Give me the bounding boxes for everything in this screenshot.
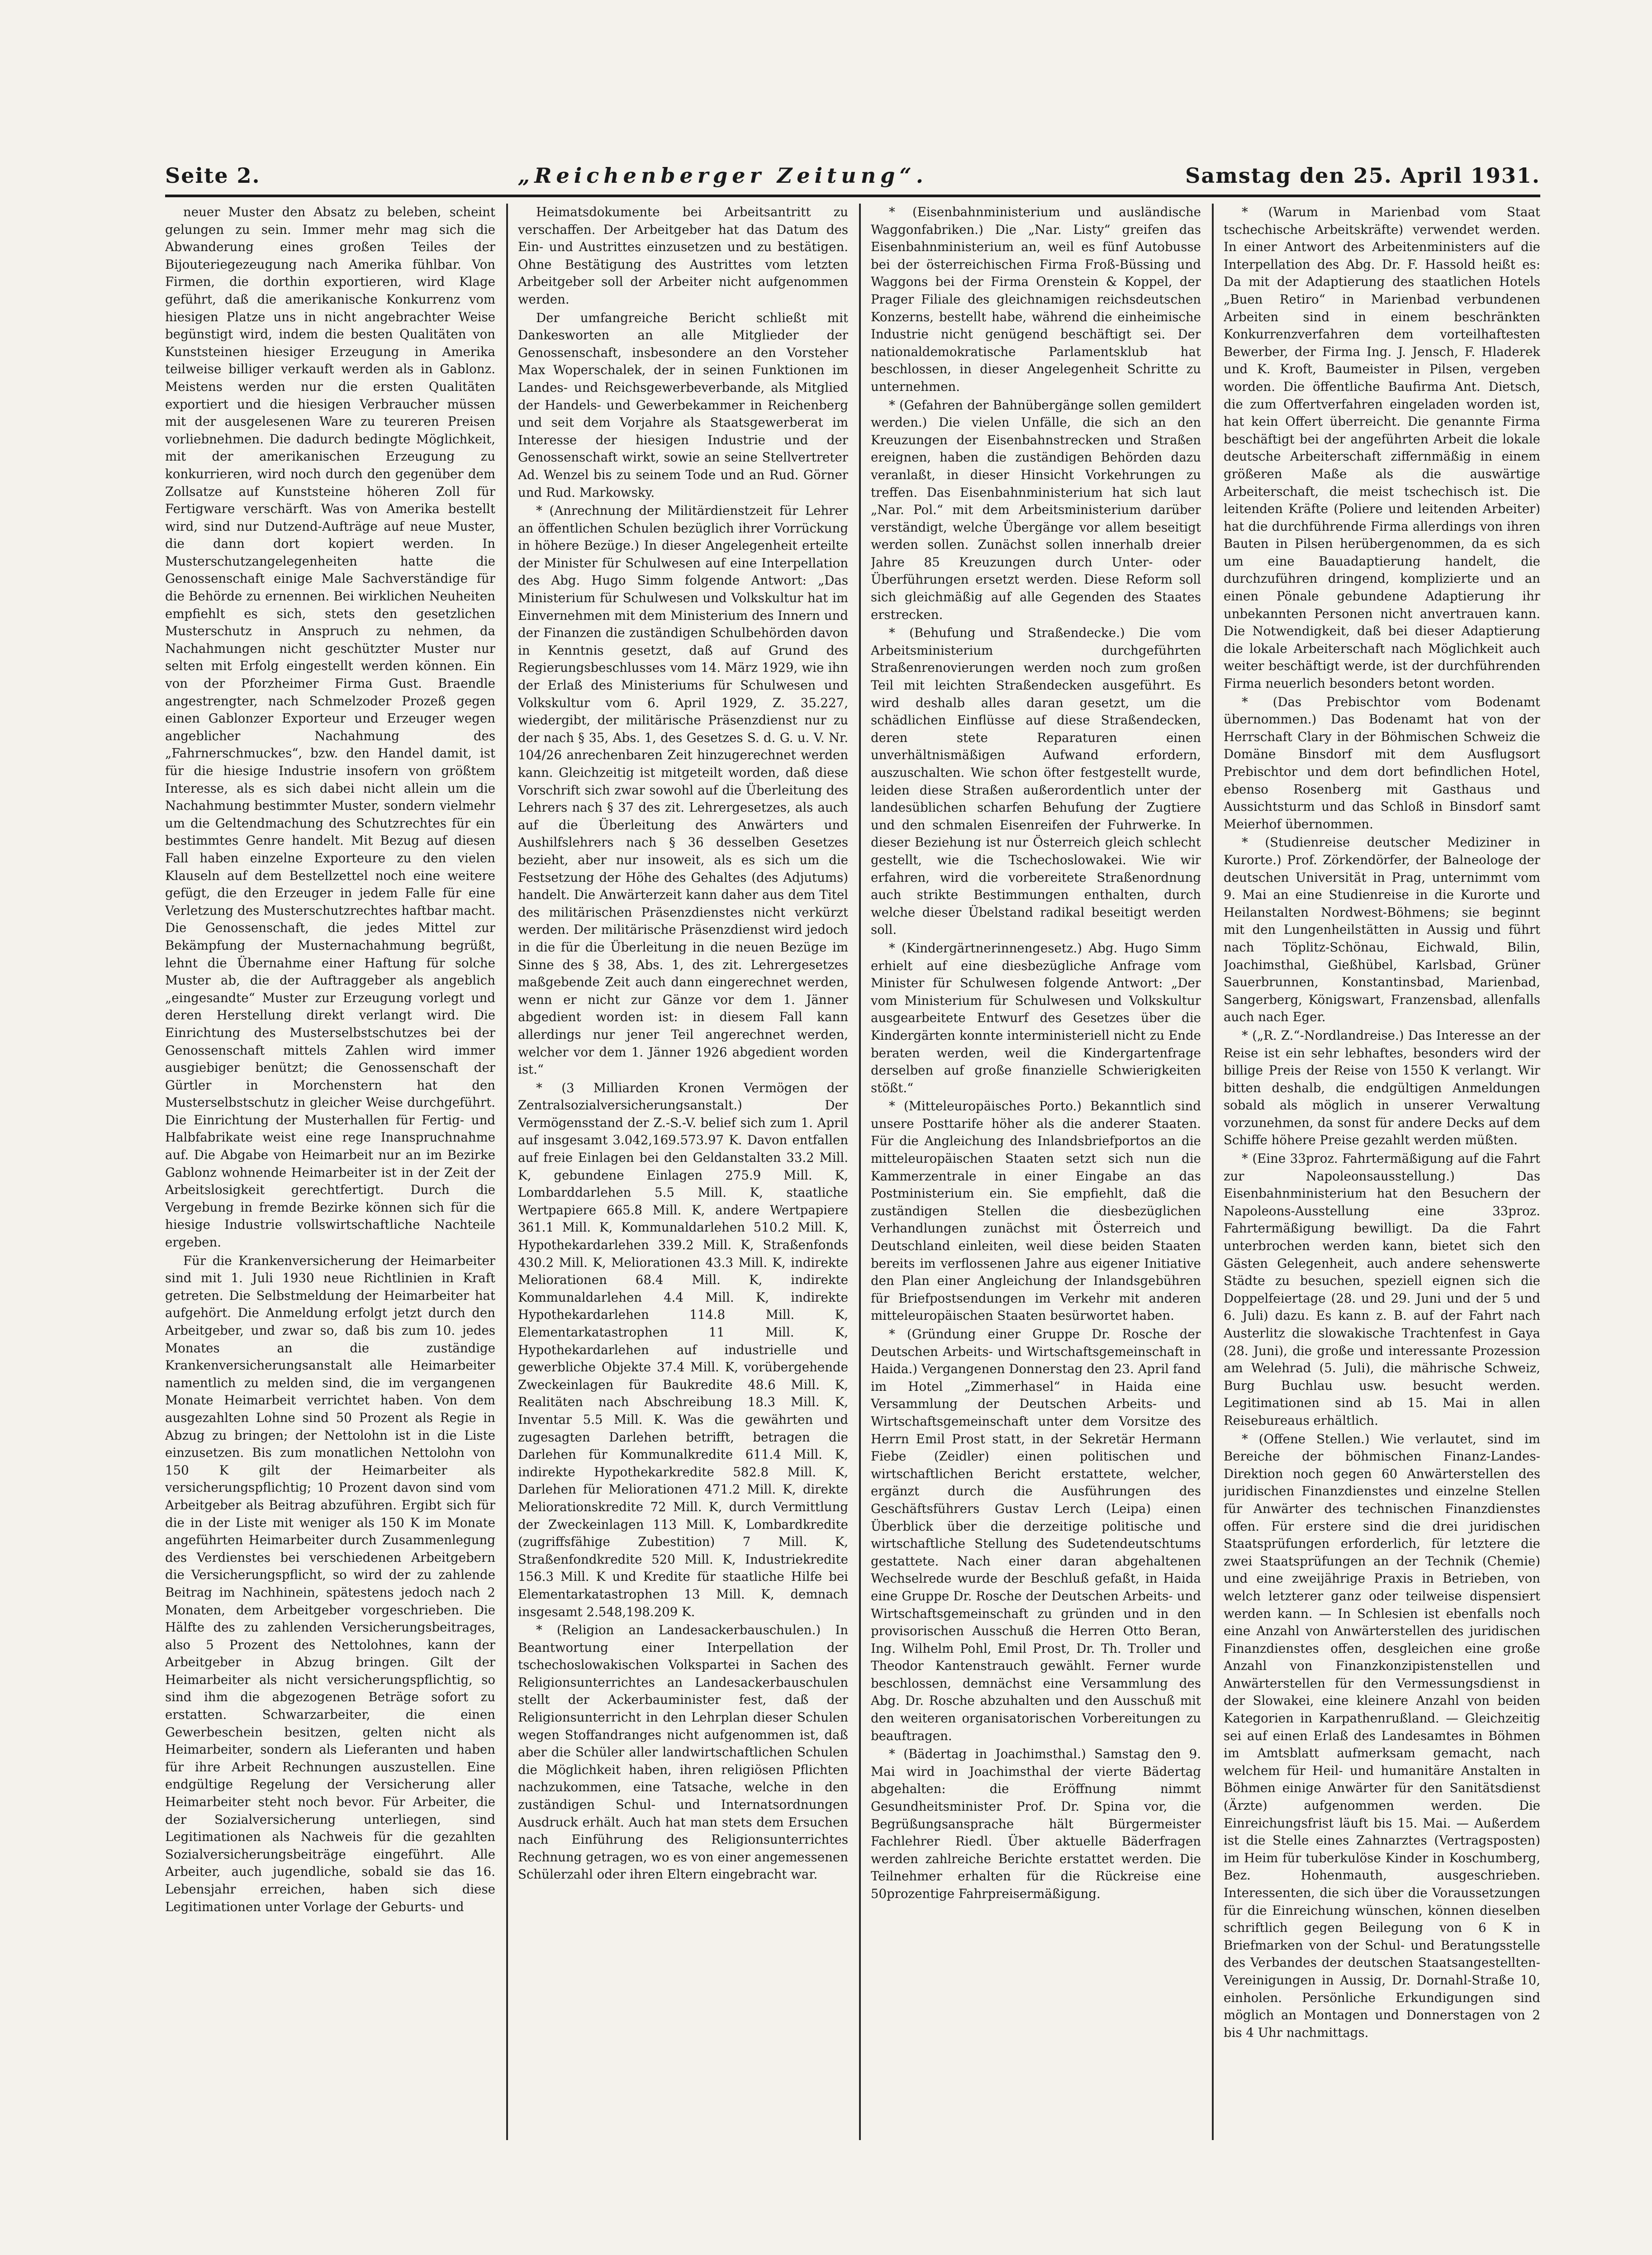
paragraph: * (Warum in Marienbad vom Staat tschechische Arbeitskräfte) verwendet werden. In einer Antwort des Arbeitenministers auf die Interpellation des Abg. Dr. F. Hassold heißt es: Da mit der Adaptierung des staatlichen Hotels „Buen Retiro“ in Marienbad verbundenen Arbeiten sind in einem beschränkten Konkurrenzverfahren dem vorteilhaftesten Bewerber, der Firma Ing. J. Jensch, F. Hladerek und K. Kroft, Baumeister in Pilsen, vergeben worden. Die öffentliche Baufirma Ant. Dietsch, die zum Offertverfahren eingeladen worden ist, hat kein Offert überreicht. Die genannte Firma beschäftigt bei der angeführten Arbeit die lokale deutsche Arbeiterschaft ziffernmäßig in einem größeren Maße als die auswärtige Arbeiterschaft, die meist tschechisch ist. Die leitenden Kräfte (Poliere und leitenden Arbeiter) hat die durchführende Firma allerdings von ihren Bauten in Pilsen herübergenommen, da es sich um eine Bauadaptierung handelt, die durchzuführen dringend, komplizierte und an einen Pönale gebundene Adaptierung ihr unbekannten Personen nicht anvertrauen kann. Die Notwendigkeit, daß bei dieser Adaptierung die lokale Arbeiterschaft nach Möglichkeit auch weiter beschäftigt werde, ist der durchführenden Firma neuerlich besonders betont worden. — [1224, 205, 1540, 691]
paragraph: * (Religion an Landesackerbauschulen.) In Beantwortung einer Interpellation der tschechoslowakischen Volkspartei in Sachen des Religionsunterrichtes an Landesackerbauschulen stellt der Ackerbauminister fest, daß der Religionsunterricht in den Lehrplan dieser Schulen wegen Stoffandranges nicht aufgenommen ist, daß aber die Schüler aller landwirtschaftlichen Schulen die Möglichkeit haben, ihren religiösen Pflichten nachzukommen, eine Tatsache, welche in den zuständigen Schul- und Internatsordnungen Ausdruck erhält. Auch hat man stets dem Ersuchen nach Einführung des Religionsunterrichtes Rechnung getragen, wo es von einer angemessenen Schülerzahl oder ihren Eltern eingebracht war. — [518, 1622, 848, 1882]
paragraph: * (Bädertag in Joachimsthal.) Samstag den 9. Mai wird in Joachimsthal der vierte Bädertag abgehalten: die Eröffnung nimmt Gesundheitsminister Prof. Dr. Spina vor, die Begrüßungsansprache hält Bürgermeister Fachlehrer Riedl. Über aktuelle Bäderfragen werden zahlreiche Berichte erstattet werden. Die Teilnehmer erhalten für die Rückreise eine 50prozentige Fahrpreisermäßigung. — [871, 1746, 1201, 1901]
paragraph: * (Behufung und Straßendecke.) Die vom Arbeitsministerium durchgeführten Straßenrenovierungen werden noch zum großen Teil mit leichten Straßendecken ausgeführt. Es wird deshalb alles daran gesetzt, um die schädlichen Einflüsse auf diese Straßendecken, deren stete Reparaturen einen unverhältnismäßigen Aufwand erfordern, auszuschalten. Wie schon öfter festgestellt wurde, leiden diese Straßen außerordentlich unter der landesüblichen scharfen Behufung der Zugtiere und den schmalen Eisenreifen der Fuhrwerke. In dieser Beziehung ist nur Österreich gleich schlecht gestellt, wie die Tschechoslowakei. Wie wir erfahren, wird die vorbereitete Straßenordnung auch strikte Bestimmungen enthalten, durch welche dieser Übelstand radikal beseitigt werden soll. — [871, 625, 1201, 937]
paragraph: * (Eine 33proz. Fahrtermäßigung auf die Fahrt zur Napoleonsausstellung.) Das Eisenbahnministerium hat den Besuchern der Napoleons-Ausstellung eine 33proz. Fahrtermäßigung bewilligt. Da die Fahrt unterbrochen werden kann, bietet sich den Gästen Gelegenheit, auch andere sehenswerte Städte zu besuchen, speziell eignen sich die Doppelfeiertage (28. und 29. Juni und der 5 und 6. Juli) dazu. Es kann z. B. auf der Fahrt nach Austerlitz die slowakische Trachtenfest in Gaya (28. Juni), die große und interessante Prozession am Welehrad (5. Juli), die mährische Schweiz, Burg Buchlau usw. besucht werden. Legitimationen sind ab 15. Mai in allen Reisebureaus erhältlich. — [1224, 1151, 1540, 1428]
paragraph: * (Mitteleuropäisches Porto.) Bekanntlich sind unsere Posttarife höher als die anderer Staaten. Für die Angleichung des Inlandsbriefportos an die mitteleuropäischen Staaten setzt sich nun die Kammerzentrale in einer Eingabe an das Postministerium ein. Sie empfiehlt, daß die zuständigen Stellen die diesbezüglichen Verhandlungen zunächst mit Österreich und Deutschland einleiten, weil diese beiden Staaten bereits im verflossenen Jahre aus eigener Initiative den Plan einer Angleichung der Inlandsgebühren für Briefpostsendungen im Verkehr mit anderen mitteleuropäischen Staaten besürwortet haben. — [871, 1099, 1201, 1323]
paragraph: * (Eisenbahnministerium und ausländische Waggonfabriken.) Die „Nar. Listy“ greifen das Eisenbahnministerium an, weil es fünf Autobusse bei der österreichischen Firma Froß-Büssing und Waggons bei der Firma Orenstein & Koppel, der Prager Filiale des gleichnamigen reichsdeutschen Konzerns, bestellt habe, während die einheimische Industrie nicht genügend beschäftigt sei. Der nationaldemokratische Parlamentsklub hat beschlossen, in dieser Angelegenheit Schritte zu unternehmen. — [871, 205, 1201, 394]
article-columns — [165, 204, 1540, 2140]
paragraph: neuer Muster den Absatz zu beleben, scheint gelungen zu sein. Immer mehr mag sich die Abwanderung eines großen Teiles der Bijouteriegezeugung nach Amerika fühlbar. Von Firmen, die dorthin exportieren, wird Klage geführt, daß die amerikanische Konkurrenz vom hiesigen Platze uns in nicht angebrachter Weise begünstigt wird, indem die besten Qualitäten von Kunststeinen hiesiger Erzeugung in Amerika teilweise billiger verkauft werden als in Gablonz. Meistens werden nur die ersten Qualitäten exportiert und die hiesigen Verbraucher müssen mit der ausgelesenen Ware zu teureren Preisen vorliebnehmen. Die dadurch bedingte Möglichkeit, mit der amerikanischen Erzeugung zu konkurrieren, wird noch durch den gegenüber dem Zollsatze auf Kunststeine höheren Zoll für Fertigware verschärft. Was von Amerika bestellt wird, sind nur Dutzend-Aufträge auf neue Muster, die dann dort kopiert werden. In Musterschutzangelegenheiten hatte die Genossenschaft einige Male Sachverständige für die Behörde zu ernennen. Bei wirklichen Neuheiten empfiehlt es sich, stets den gesetzlichen Musterschutz in Anspruch zu nehmen, da Nachahmungen nicht geschützter Muster nur selten mit Erfolg eingestellt werden können. Ein von der Pforzheimer Firma Gust. Braendle angestrengter, nach Schmelzoder Prozeß gegen einen Gablonzer Exporteur und Erzeuger wegen angeblicher Nachahmung des „Fahrnerschmuckes“, bzw. den Handel damit, ist für die hiesige Industrie insofern von größtem Interesse, als es sich dabei nicht allein um die Nachahmung bestimmter Muster, sondern vielmehr um die Geltendmachung des Schutzrechtes für ein bestimmtes Genre handelt. Mit Bezug auf diesen Fall haben einzelne Exporteure zu den vielen Klauseln auf dem Bestellzettel noch eine weitere gefügt, die den Erzeuger in jedem Falle für eine Verletzung des Musterschutzrechtes haftbar macht. Die Genossenschaft, die jedes Mittel zur Bekämpfung der Musternachahmung begrüßt, lehnt die Übernahme einer Haftung für solche Muster ab, die der Auftraggeber als angeblich „eingesandte“ Muster zur Erzeugung vorlegt und deren Herstellung direkt verlangt wird. Die Einrichtung des Musterselbstschutzes bei der Genossenschaft mittels Zahlen wird immer ausgiebiger benützt; die Genossenschaft der Gürtler in Morchenstern hat den Musterselbstschutz in gleicher Weise durchgeführt. Die Einrichtung der Musterhallen für Fertig- und Halbfabrikate weist eine rege Inanspruchnahme auf. Die Abgabe von Heimarbeit nur an im Bezirke Gablonz wohnende Heimarbeiter ist in der Zeit der Arbeitslosigkeit gerechtfertigt. Durch die Vergebung in fremde Bezirke können sich für die hiesige Industrie vollswirtschaftliche Nachteile ergeben. — [165, 205, 495, 1250]
column-divider — [1212, 204, 1214, 2140]
paragraph: * (Kindergärtnerinnengesetz.) Abg. Hugo Simm erhielt auf eine diesbezügliche Anfrage vom Minister für Schulwesen folgende Antwort: „Der vom Ministerium für Schulwesen und Volkskultur ausgearbeitete Entwurf des Gesetzes über die Kindergärten konnte interministeriell nicht zu Ende beraten werden, weil die Kindergartenfrage derselben auf große finanzielle Schwierigkeiten stößt.“ — [871, 940, 1201, 1095]
paragraph: * (Gründung einer Gruppe Dr. Rosche der Deutschen Arbeits- und Wirtschaftsgemeinschaft in Haida.) Vergangenen Donnerstag den 23. April fand im Hotel „Zimmerhasel“ in Haida eine Versammlung der Deutschen Arbeits- und Wirtschaftsgemeinschaft unter dem Vorsitze des Herrn Emil Prost statt, in der Sekretär Hermann Fiebe (Zeidler) einen politischen und wirtschaftlichen Bericht erstattete, welcher, ergänzt durch die Ausführungen des Geschäftsführers Gustav Lerch (Leipa) einen Überblick über die derzeitige politische und wirtschaftliche Stellung des Sudetendeutschtums gestattete. Nach einer daran abgehaltenen Wechselrede wurde der Beschluß gefaßt, in Haida eine Gruppe Dr. Rosche der Deutschen Arbeits- und Wirtschaftsgemeinschaft zu gründen und in den provisorischen Ausschuß die Herren Otto Beran, Ing. Wilhelm Pohl, Emil Prost, Dr. Th. Troller und Theodor Kantenstrauch gewählt. Ferner wurde beschlossen, demnächst eine Versammlung des Abg. Dr. Rosche abzuhalten und den Ausschuß mit den weiteren organisatorischen Vorbereitungen zu beauftragen. — [871, 1327, 1201, 1743]
paragraph: * (Gefahren der Bahnübergänge sollen gemildert werden.) Die vielen Unfälle, die sich an den Kreuzungen der Eisenbahnstrecken und Straßen ereignen, haben die zuständigen Behörden dazu veranlaßt, in dieser Hinsicht Vorkehrungen zu treffen. Das Eisenbahnministerium hat sich laut „Nar. Pol.“ mit dem Arbeitsministerium darüber verständigt, welche Übergänge vor allem beseitigt werden sollen. Zunächst sollen innerhalb dreier Jahre 85 Kreuzungen durch Unter- oder Überführungen ersetzt werden. Diese Reform soll sich gleichmäßig auf alle Gegenden des Staates erstrecken. — [871, 397, 1201, 622]
column-divider — [506, 204, 508, 2140]
paragraph: Für die Krankenversicherung der Heimarbeiter sind mit 1. Juli 1930 neue Richtlinien in Kraft getreten. Die Selbstmeldung der Heimarbeiter hat aufgehört. Die Anmeldung erfolgt jetzt durch den Arbeitgeber, und zwar so, daß bis zum 10. jedes Monates an die zuständige Krankenversicherungsanstalt alle Heimarbeiter namentlich zu melden sind, die im vergangenen Monate Heimarbeit verrichtet haben. Von dem ausgezahlten Lohne sind 50 Prozent als Regie in Abzug zu bringen; der Nettolohn ist in die Liste einzusetzen. Bis zum monatlichen Nettolohn von 150 K gilt der Heimarbeiter als versicherungspflichtig; 10 Prozent davon sind vom Arbeitgeber als Beitrag abzuführen. Ergibt sich für die in der Liste mit weniger als 150 K im Monate angeführten Heimarbeiter durch Zusammenlegung des Verdienstes bei verschiedenen Arbeitgebern die Versicherungspflicht, so wird der zu zahlende Beitrag im Nachhinein, spätestens jedoch nach 2 Monaten, dem Arbeitgeber vorgeschrieben. Die Hälfte des zu zahlenden Versicherungsbeitrages, also 5 Prozent des Nettolohnes, kann der Arbeitgeber in Abzug bringen. Gilt der Heimarbeiter als nicht versicherungspflichtig, so sind ihm die abgezogenen Beträge sofort zu erstatten. Schwarzarbeiter, die einen Gewerbeschein besitzen, gelten nicht als Heimarbeiter, sondern als Lieferanten und haben für ihre Arbeit Rechnungen auszustellen. Eine endgültige Regelung der Versicherung aller Heimarbeiter steht noch bevor. Für Arbeiter, die der Sozialversicherung unterliegen, sind Legitimationen als Nachweis für die gezahlten Sozialversicherungsbeiträge eingeführt. Alle Arbeiter, auch jugendliche, sobald sie das 16. Lebensjahr erreichen, haben sich diese Legitimationen unter Vorlage der Geburts- und — [165, 1253, 495, 1914]
issue-date: Samstag den 25. April 1931. — [1185, 163, 1540, 188]
column-1 — [165, 204, 495, 2140]
paragraph: * (Studienreise deutscher Mediziner in Kurorte.) Prof. Zörkendörfer, der Balneologe der deutschen Universität in Prag, unternimmt vom 9. Mai an eine Studienreise in die Kurorte und Heilanstalten Nordwest-Böhmens; sie beginnt mit den Lungenheilstätten in Aussig und führt nach Töplitz-Schönau, Eichwald, Bilin, Joachimsthal, Gießhübel, Karlsbad, Grüner Sauerbrunnen, Konstantinsbad, Marienbad, Sangerberg, Königswart, Franzensbad, allenfalls auch nach Eger. — [1224, 835, 1540, 1025]
column-2 — [518, 204, 848, 2140]
paragraph: * (3 Milliarden Kronen Vermögen der Zentralsozialversicherungsanstalt.) Der Vermögensstand der Z.-S.-V. belief sich zum 1. April auf insgesamt 3.042,169.573.97 K. Davon entfallen auf freie Einlagen bei den Geldanstalten 33.2 Mill. K, gebundene Einlagen 275.9 Mill. K, Lombarddarlehen 5.5 Mill. K, staatliche Wertpapiere 665.8 Mill. K, andere Wertpapiere 361.1 Mill. K, Kommunaldarlehen 510.2 Mill. K, Hypothekardarlehen 339.2 Mill. K, Straßenfonds 430.2 Mill. K, Meliorationen 43.3 Mill. K, indirekte Meliorationen 68.4 Mill. K, indirekte Kommunaldarlehen 4.4 Mill. K, indirekte Hypothekardarlehen 114.8 Mill. K, Elementarkatastrophen 11 Mill. K, Hypothekardarlehen auf industrielle und gewerbliche Objekte 37.4 Mill. K, vorübergehende Zweckeinlagen für Baukredite 48.6 Mill. K, Realitäten nach Abschreibung 18.3 Mill. K, Inventar 5.5 Mill. K. Was die gewährten und zugesagten Darlehen betrifft, betragen die Darlehen für Kommunalkredite 611.4 Mill. K, indirekte Hypothekarkredite 582.8 Mill. K, Darlehen für Meliorationen 471.2 Mill. K, direkte Meliorationskredite 72 Mill. K, durch Vermittlung der Zweckeinlagen 113 Mill. K, Lombardkredite (zugriffsfähige Zubestition) 7 Mill. K, Straßenfondkredite 520 Mill. K, Industriekredite 156.3 Mill. K und Kredite für staatliche Hilfe bei Elementarkatastrophen 13 Mill. K, demnach insgesamt 2.548,198.209 K. — [518, 1080, 848, 1619]
paragraph: * (Das Prebischtor vom Bodenamt übernommen.) Das Bodenamt hat von der Herrschaft Clary in der Böhmischen Schweiz die Domäne Binsdorf mit dem Ausflugsort Prebischtor und dem dort befindlichen Hotel, ebenso Rosenberg mit Gasthaus und Aussichtsturm und das Schloß in Binsdorf samt Meierhof übernommen. — [1224, 694, 1540, 832]
paragraph: Heimatsdokumente bei Arbeitsantritt zu verschaffen. Der Arbeitgeber hat das Datum des Ein- und Austrittes einzusetzen und zu bestätigen. Ohne Bestätigung des Austrittes vom letzten Arbeitgeber soll der Arbeiter nicht aufgenommen werden. — [518, 205, 848, 307]
page-header — [165, 152, 1540, 188]
column-3 — [871, 204, 1201, 2140]
column-divider — [859, 204, 861, 2140]
paragraph: Der umfangreiche Bericht schließt mit Dankesworten an alle Mitglieder der Genossenschaft, insbesondere an den Vorsteher Max Woperschalek, der in seinen Funktionen im Landes- und Reichsgewerbeverbande, als Mitglied der Handels- und Gewerbekammer in Reichenberg und seit dem Vorjahre als Staatsgewerberat im Interesse der hiesigen Industrie und der Genossenschaft wirkt, sowie an seine Stellvertreter Ad. Wenzel bis zu seinem Tode und an Rud. Görner und Rud. Markowsky. — [518, 310, 848, 500]
paragraph: * (Anrechnung der Militärdienstzeit für Lehrer an öffentlichen Schulen bezüglich ihrer Vorrückung in höhere Bezüge.) In dieser Angelegenheit erteilte der Minister für Schulwesen auf eine Interpellation des Abg. Hugo Simm folgende Antwort: „Das Ministerium für Schulwesen und Volkskultur hat im Einvernehmen mit dem Ministerium des Innern und der Finanzen die zuständigen Schulbehörden davon in Kenntnis gesetzt, daß auf Grund des Regierungsbeschlusses vom 14. März 1929, wie ihn der Erlaß des Ministeriums für Schulwesen und Volkskultur vom 6. April 1929, Z. 35.227, wiedergibt, der militärische Präsenzdienst nur zu der nach § 35, Abs. 1, des Gesetzes S. d. G. u. V. Nr. 104/26 anrechenbaren Zeit hinzugerechnet werden kann. Gleichzeitig ist mitgeteilt worden, daß diese Vorschrift sich zwar sowohl auf die Überleitung des Lehrers nach § 37 des zit. Lehrergesetzes, als auch auf die Überleitung des Anwärters und Aushilfslehrers nach § 36 desselben Gesetzes bezieht, aber nur insoweit, als es sich um die Festsetzung der Höhe des Gehaltes (des Adjutums) handelt. Die Anwärterzeit kann daher aus dem Titel des militärischen Präsenzdienstes nicht verkürzt werden. Der militärische Präsenzdienst wird jedoch in die für die Überleitung in die neuen Bezüge im Sinne des § 38, Abs. 1, des zit. Lehrergesetzes maßgebende Zeit auch dann eingerechnet werden, wenn er nicht zur Gänze vor dem 1. Jänner abgedient worden ist: in diesem Fall kann allerdings nur jener Teil angerechnet werden, welcher vor dem 1. Jänner 1926 abgedient worden ist.“ — [518, 503, 848, 1077]
column-4 — [1224, 204, 1540, 2140]
paragraph: * (Offene Stellen.) Wie verlautet, sind im Bereiche der böhmischen Finanz-Landes-Direktion noch gegen 60 Anwärterstellen des juridischen Finanzdienstes und einzelne Stellen für Anwärter des technischen Finanzdienstes offen. Für erstere sind die drei juridischen Staatsprüfungen erforderlich, für letztere die zwei Staatsprüfungen an der Technik (Chemie) und eine zweijährige Praxis in Betrieben, von welch letzterer ganz oder teilweise dispensiert werden kann. — In Schlesien ist ebenfalls noch eine Anzahl von Anwärterstellen des juridischen Finanzdienstes offen, desgleichen eine große Anzahl von Finanzkonzipistenstellen und Anwärterstellen für den Vermessungsdienst in der Slowakei, eine kleinere Anzahl von beiden Kategorien in Karpathenrußland. — Gleichzeitig sei auf einen Erlaß des Landesamtes in Böhmen im Amtsblatt aufmerksam gemacht, nach welchem für Heil- und humanitäre Anstalten in Böhmen einige Anwärter für den Sanitätsdienst (Ärzte) aufgenommen werden. Die Einreichungsfrist läuft bis 15. Mai. — Außerdem ist die Stelle eines Zahnarztes (Vertragsposten) im Heim für tuberkulöse Kinder in Koschumberg, Bez. Hohenmauth, ausgeschrieben. Interessenten, die sich über die Voraussetzungen für die Einreichung wünschen, können dieselben schriftlich gegen Beilegung von 6 K in Briefmarken von der Schul- und Beratungsstelle des Verbandes der deutschen Staatsangestellten-Vereinigungen in Aussig, Dr. Dornahl-Straße 10, einholen. Persönliche Erkundigungen sind möglich an Montagen und Donnerstagen von 2 bis 4 Uhr nachmittags. — [1224, 1431, 1540, 2040]
page-number: Seite 2. — [165, 163, 261, 188]
paragraph: * („R. Z.“-Nordlandreise.) Das Interesse an der Reise ist ein sehr lebhaftes, besonders wird der billige Preis der Reise von 1550 K verlangt. Wir bitten deshalb, die endgültigen Anmeldungen sobald als möglich in unserer Verwaltung vorzunehmen, da sonst für andere Decks auf dem Schiffe höhere Preise gezahlt werden müßten. — [1224, 1028, 1540, 1148]
newspaper-title: „Reichenberger Zeitung“. — [517, 163, 928, 188]
header-rule — [165, 195, 1540, 197]
